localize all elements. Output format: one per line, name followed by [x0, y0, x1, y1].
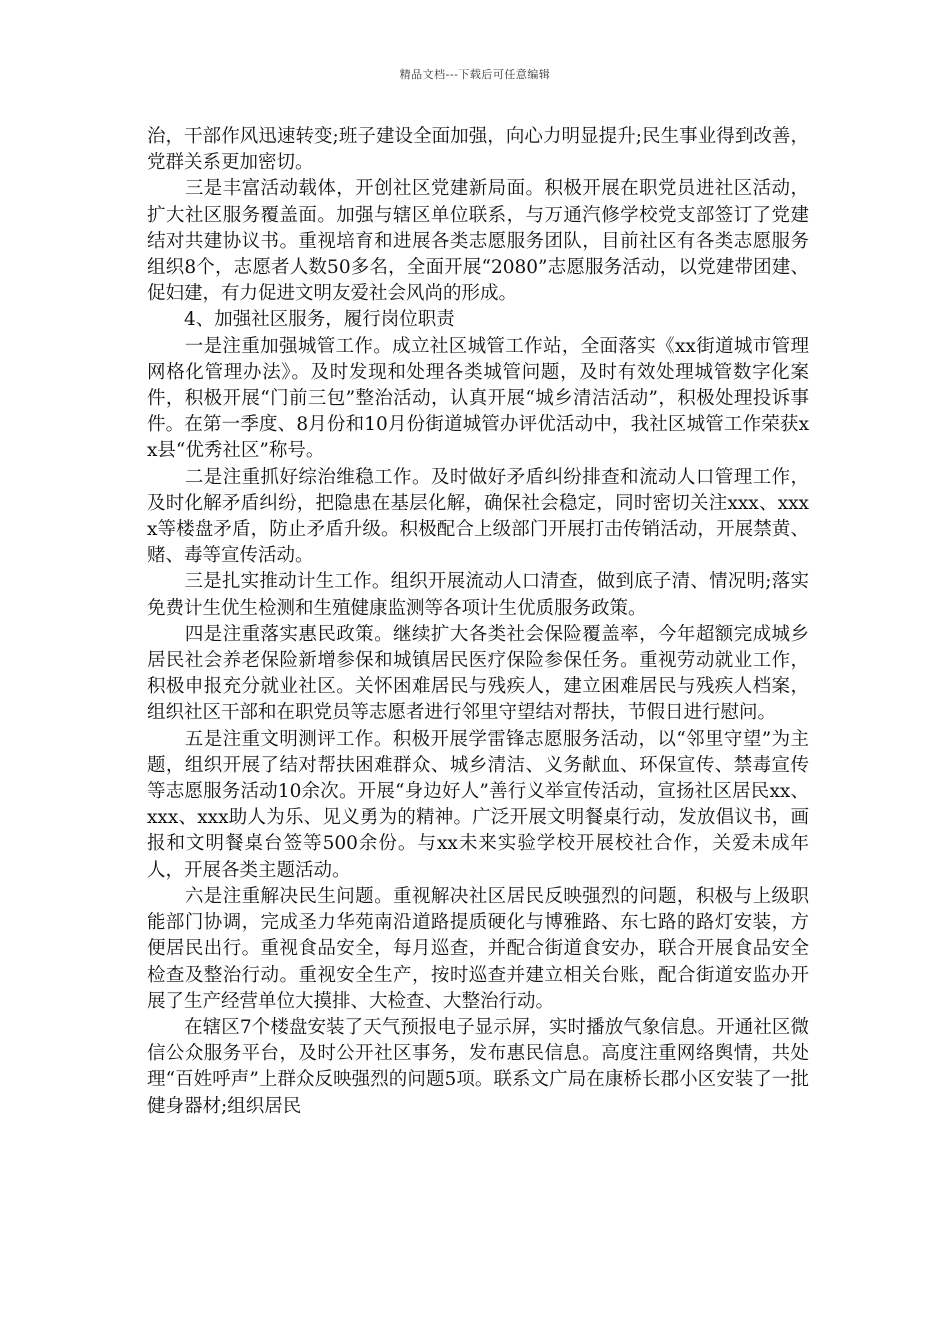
paragraph-3: 一是注重加强城管工作。成立社区城管工作站，全面落实《xx街道城市管理网格化管理办法》。及时发现和处理各类城管问题，及时有效处理城管数字化案件，积极开展“门前三包”整治活动，认真开展“城乡清洁活动”，积极处理投诉事件。在第一季度、8月份和10月份街道城管办评优活动中，我社区城管工作荣获xx县“优秀社区”称号。: [147, 335, 809, 462]
paragraph-8: 六是注重解决民生问题。重视解决社区居民反映强烈的问题，积极与上级职能部门协调，完成圣力华苑南沿道路提质硬化与博雅路、东七路的路灯安装，方便居民出行。重视食品安全，每月巡查，并配合街道食安办，联合开展食品安全检查及整治行动。重视安全生产，按时巡查并建立相关台账，配合街道安监办开展了生产经营单位大摸排、大检查、大整治行动。: [147, 885, 809, 1012]
document-body: [147, 124, 809, 1120]
paragraph-5: 三是扎实推动计生工作。组织开展流动人口清查，做到底子清、情况明;落实免费计生优生检测和生殖健康监测等各项计生优质服务政策。: [147, 571, 809, 619]
paragraph-4: 二是注重抓好综治维稳工作。及时做好矛盾纠纷排查和流动人口管理工作，及时化解矛盾纠纷，把隐患在基层化解，确保社会稳定，同时密切关注xxx、xxxx等楼盘矛盾，防止矛盾升级。积极配合上级部门开展打击传销活动，开展禁黄、赌、毒等宣传活动。: [147, 466, 809, 567]
section-heading: 4、加强社区服务，履行岗位职责: [147, 309, 455, 331]
paragraph-6: 四是注重落实惠民政策。继续扩大各类社会保险覆盖率，今年超额完成城乡居民社会养老保险新增参保和城镇居民医疗保险参保任务。重视劳动就业工作，积极申报充分就业社区。关怀困难居民与残疾人，建立困难居民与残疾人档案，组织社区干部和在职党员等志愿者进行邻里守望结对帮扶，节假日进行慰问。: [147, 623, 809, 724]
paragraph-7: 五是注重文明测评工作。积极开展学雷锋志愿服务活动，以“邻里守望”为主题，组织开展了结对帮扶困难群众、城乡清洁、义务献血、环保宣传、禁毒宣传等志愿服务活动10余次。开展“身边好人”善行义举宣传活动，宣扬社区居民xx、xxx、xxx助人为乐、见义勇为的精神。广泛开展文明餐桌行动，发放倡议书，画报和文明餐桌台签等500余份。与xx未来实验学校开展校社合作，关爱未成年人，开展各类主题活动。: [147, 728, 809, 881]
paragraph-1: 治，干部作风迅速转变;班子建设全面加强，向心力明显提升;民生事业得到改善，党群关系更加密切。: [147, 126, 809, 174]
paragraph-2: 三是丰富活动载体，开创社区党建新局面。积极开展在职党员进社区活动，扩大社区服务覆盖面。加强与辖区单位联系，与万通汽修学校党支部签订了党建结对共建协议书。重视培育和进展各类志愿服务团队，目前社区有各类志愿服务组织8个，志愿者人数50多名，全面开展“2080”志愿服务活动，以党建带团建、促妇建，有力促进文明友爱社会风尚的形成。: [147, 178, 809, 305]
paragraph-9: 在辖区7个楼盘安装了天气预报电子显示屏，实时播放气象信息。开通社区微信公众服务平台，及时公开社区事务，发布惠民信息。高度注重网络舆情，共处理“百姓呼声”上群众反映强烈的问题5项。联系文广局在康桥长郡小区安装了一批健身器材;组织居民: [147, 1016, 809, 1117]
page-header: 精品文档---下载后可任意编辑: [399, 68, 551, 81]
